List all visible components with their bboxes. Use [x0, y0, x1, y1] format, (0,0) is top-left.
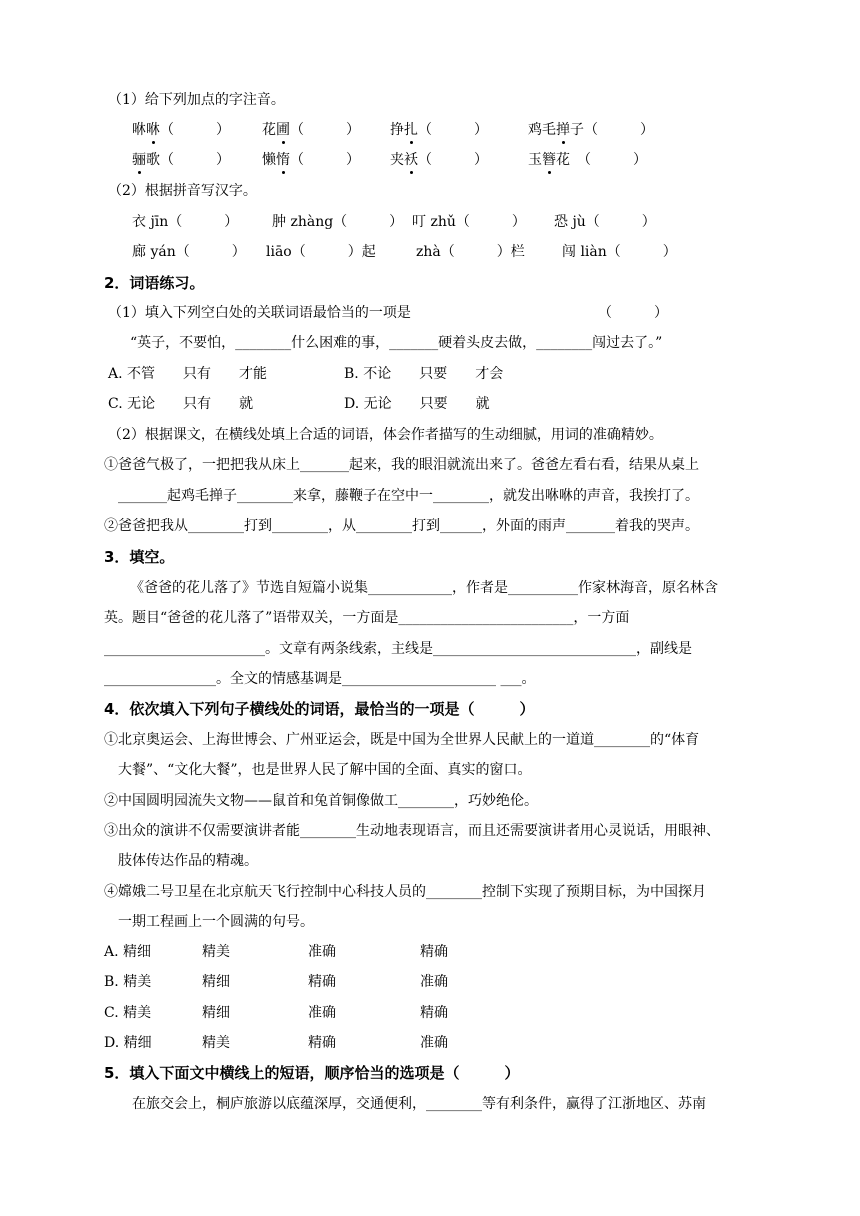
q4-sentence: ②中国圆明园流失文物——鼠首和兔首铜像做工________，巧妙绝伦。 [104, 793, 538, 809]
q3-line: _______________________。文章有两条线索，主线是_____________________________，副线是 [104, 641, 692, 657]
q3-line: ________________。全文的情感基调是______________________ ___。 [104, 671, 536, 687]
option-b: B. 不论 只要 才会 [344, 366, 504, 382]
q2-quote: “英子，不要怕，________什么困难的事，_______硬着头皮去做，________闯过去了。” [130, 335, 663, 351]
q5-title: 5．填入下面文中横线上的短语，顺序恰当的选项是（ ） [104, 1064, 520, 1082]
q4-sentence: ①北京奥运会、上海世博会、广州亚运会，既是中国为全世界人民献上的一道道________的“体育 [104, 732, 700, 748]
q4-sentence: ④嫦娥二号卫星在北京航天飞行控制中心科技人员的________控制下实现了预期目标，为中国探月 [104, 884, 706, 900]
q4-sentence: ③出众的演讲不仅需要演讲者能________生动地表现语言，而且还需要演讲者用心灵说话，用眼神、 [104, 823, 720, 839]
q1-item: 鸡毛掸子（ ） [528, 122, 654, 138]
q4-option-word: 精细 [202, 974, 230, 990]
q5-passage: 在旅交会上，桐庐旅游以底蕴深厚，交通便利，________等有利条件，赢得了江浙地区、苏南 [132, 1096, 706, 1112]
q4-option-word: 精确 [420, 944, 448, 960]
q2-part1: （1）填入下列空白处的关联词语最恰当的一项是 [108, 305, 411, 321]
q1-part2-label: （2）根据拼音写汉字。 [108, 183, 257, 199]
q4-option-word: 准确 [420, 974, 448, 990]
pinyin-item: 廊 yán（ ） [132, 244, 246, 260]
q1-item: 懒惰（ ） [262, 152, 360, 168]
q1-item: 咻咻（ ） [132, 122, 230, 138]
q4-option: B. 精美 [104, 974, 152, 990]
q4-sentence-cont: 一期工程画上一个圆满的句号。 [118, 914, 314, 930]
q4-option-word: 准确 [308, 1005, 336, 1021]
q4-option-word: 精确 [308, 1035, 336, 1051]
q1-part1-label: （1）给下列加点的字注音。 [108, 92, 285, 108]
q4-option-word: 准确 [308, 944, 336, 960]
pinyin-item: 叮 zhǔ（ ） [412, 214, 526, 230]
q4-option: D. 精细 [104, 1035, 152, 1051]
q1-item: 挣扎（ ） [390, 122, 488, 138]
q4-option-word: 精美 [202, 944, 230, 960]
q2-sentence-1-cont: _______起鸡毛掸子________来拿，藤鞭子在空中一________，就发出咻咻的声音，我挨打了。 [118, 488, 699, 504]
q4-title: 4．依次填入下列句子横线处的词语，最恰当的一项是（ ） [104, 700, 535, 718]
q2-part2: （2）根据课文，在横线处填上合适的词语，体会作者描写的生动细腻，用词的准确精妙。 [108, 427, 663, 443]
q1-item: 夹袄（ ） [390, 152, 488, 168]
option-a: A. 不管 只有 才能 [108, 366, 268, 382]
pinyin-item: 衣 jīn（ ） [132, 214, 239, 230]
q4-option-word: 精确 [308, 974, 336, 990]
q3-line: 《爸爸的花儿落了》节选自短篇小说集____________，作者是__________作家林海音，原名林含 [130, 580, 718, 596]
q4-option-word: 精细 [202, 1005, 230, 1021]
q4-option-word: 准确 [420, 1035, 448, 1051]
q1-item: 花圃（ ） [262, 122, 360, 138]
answer-bracket: （ ） [598, 305, 668, 321]
q1-item: 玉簪花 （ ） [528, 152, 647, 168]
q4-option-word: 精确 [420, 1005, 448, 1021]
q4-option: C. 精美 [104, 1005, 152, 1021]
q4-option-word: 精美 [202, 1035, 230, 1051]
option-d: D. 无论 只要 就 [344, 396, 490, 412]
q4-option: A. 精细 [104, 944, 152, 960]
q3-line: 英。题目“爸爸的花儿落了”语带双关，一方面是_________________________，一方面 [104, 610, 630, 626]
q2-sentence-1: ①爸爸气极了，一把把我从床上_______起来，我的眼泪就流出来了。爸爸左看右看，结果从桌上 [104, 457, 699, 473]
pinyin-item: 肿 zhàng（ ） [272, 214, 404, 230]
q3-title: 3．填空。 [104, 548, 175, 566]
q2-title: 2．词语练习。 [104, 274, 205, 292]
q4-sentence-cont: 大餐”、“文化大餐”，也是世界人民了解中国的全面、真实的窗口。 [118, 762, 532, 778]
q1-item: 骊歌（ ） [132, 152, 230, 168]
pinyin-item: liāo（ ）起 [266, 244, 376, 260]
pinyin-item: 恐 jù（ ） [554, 214, 656, 230]
pinyin-item: 闯 liàn（ ） [562, 244, 677, 260]
pinyin-item: zhà（ ）栏 [416, 244, 525, 260]
q4-sentence-cont: 肢体传达作品的精魂。 [118, 853, 258, 869]
q2-sentence-2: ②爸爸把我从________打到________，从________打到______，外面的雨声_______着我的哭声。 [104, 518, 699, 534]
option-c: C. 无论 只有 就 [108, 396, 254, 412]
